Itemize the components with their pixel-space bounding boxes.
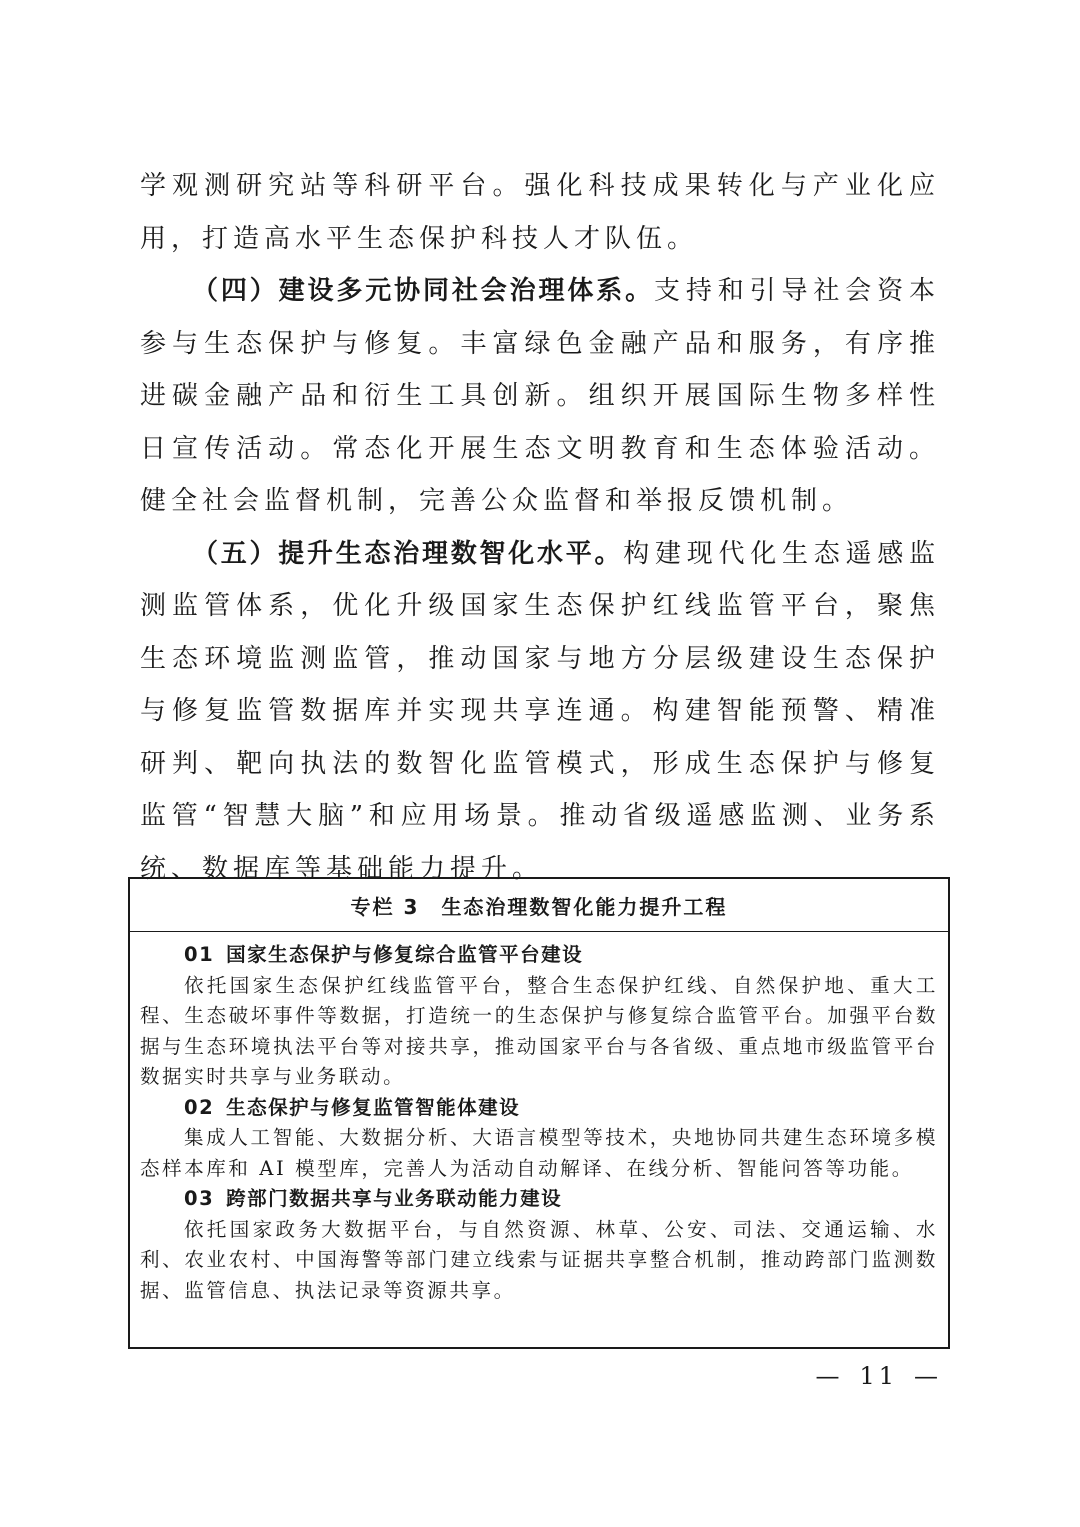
page-number-dash-left: — (815, 1362, 844, 1390)
item-number: 03 (184, 1187, 215, 1210)
item-heading-text: 跨部门数据共享与业务联动能力建设 (226, 1187, 563, 1210)
column-box-title (130, 879, 948, 932)
item-heading (140, 1184, 938, 1215)
item-text: 依托国家生态保护红线监管平台，整合生态保护红线、自然保护地、重大工程、生态破坏事件等数据，打造统一的生态保护与修复综合监管平台。加强平台数据与生态环境执法平台等对接共享，推动国家平台与各省级、重点地市级监管平台数据实时共享与业务联动。 (140, 973, 938, 1088)
item-heading (140, 1093, 938, 1124)
item-heading-text: 国家生态保护与修复综合监管平台建设 (226, 943, 584, 966)
page-number (815, 1362, 942, 1390)
paragraph-4-text: 支持和引导社会资本参与生态保护与修复。丰富绿色金融产品和服务，有序推进碳金融产品和衍生工具创新。组织开展国际生物多样性日宣传活动。常态化开展生态文明教育和生态体验活动。健全社会监督机制，完善公众监督和举报反馈机制。 (140, 276, 940, 516)
column-box-number: 专栏 3 (350, 894, 420, 919)
item-text: 集成人工智能、大数据分析、大语言模型等技术，央地协同共建生态环境多模态样本库和 AI 模型库，完善人为活动自动解译、在线分析、智能问答等功能。 (140, 1126, 938, 1180)
column-box-body (130, 932, 948, 1306)
paragraph-4 (140, 265, 940, 528)
item-number: 02 (184, 1095, 215, 1119)
paragraph-continuation: 学观测研究站等科研平台。强化科技成果转化与产业化应用，打造高水平生态保护科技人才队伍。 (140, 171, 940, 254)
body-text (140, 160, 940, 895)
item-heading-text: 生态保护与修复监管智能体建设 (226, 1095, 521, 1119)
paragraph-5-heading: （五）提升生态治理数智化水平。 (192, 538, 624, 569)
paragraph-5-text: 构建现代化生态遥感监测监管体系，优化升级国家生态保护红线监管平台，聚焦生态环境监测监管，推动国家与地方分层级建设生态保护与修复监管数据库并实现共享连通。构建智能预警、精准研判、靶向执法的数智化监管模式，形成生态保护与修复监管“智慧大脑”和应用场景。推动省级遥感监测、业务系统、数据库等基础能力提升。 (140, 538, 940, 884)
item-heading (140, 940, 938, 971)
item-text: 依托国家政务大数据平台，与自然资源、林草、公安、司法、交通运输、水利、农业农村、中国海警等部门建立线索与证据共享整合机制，推动跨部门监测数据、监管信息、执法记录等资源共享。 (140, 1217, 938, 1302)
page-number-value: 11 (859, 1362, 898, 1390)
column-box-title-text: 生态治理数智化能力提升工程 (441, 894, 728, 919)
paragraph-4-heading: （四）建设多元协同社会治理体系。 (192, 276, 654, 306)
item-number: 01 (184, 943, 215, 966)
column-box (128, 877, 950, 1349)
paragraph-5 (140, 528, 940, 896)
page-number-dash-right: — (914, 1362, 942, 1390)
